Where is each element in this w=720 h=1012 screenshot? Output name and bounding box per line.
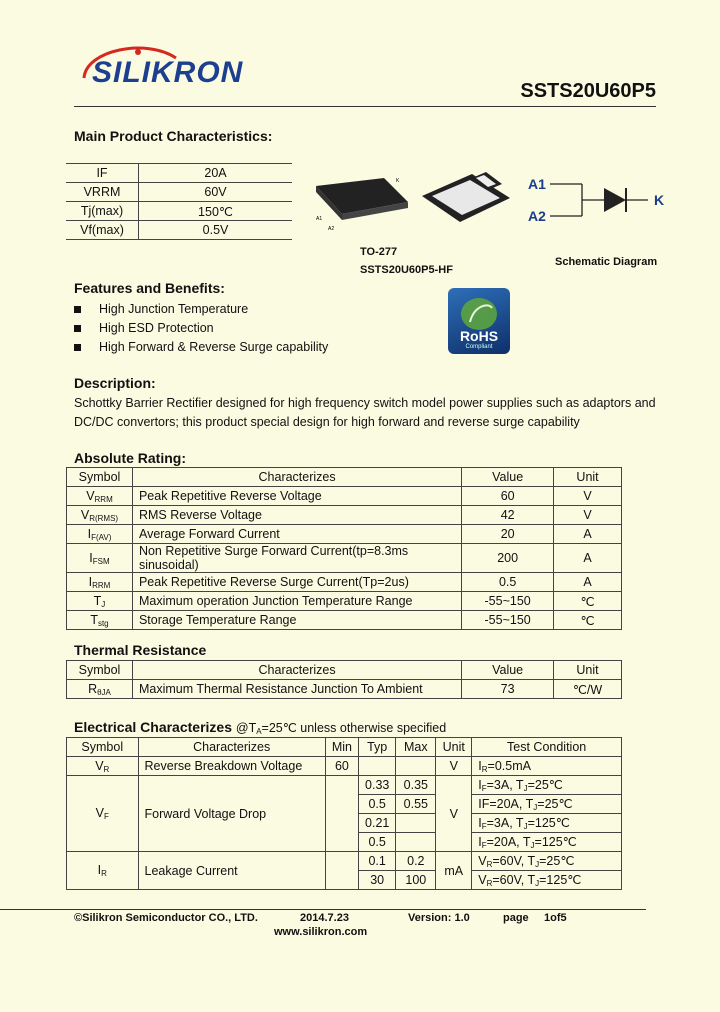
- table-row: 0.21 $I_F=3A$, $T_J=125℃$: [67, 814, 622, 833]
- footer-version: Version: 1.0: [408, 912, 470, 924]
- thermal-title: Thermal Resistance: [74, 642, 207, 658]
- package-bottom-view-icon: [422, 172, 510, 222]
- table-row: VRRM 60V: [66, 183, 292, 202]
- table-row: $V_F$ Forward Voltage Drop 0.33 0.35 V $I_F=3A$, $T_J=25℃$: [67, 776, 622, 795]
- table-row: $T_{stg}$ Storage Temperature Range -55~150 ℃: [67, 611, 622, 630]
- table-row: 0.5 0.55 IF=20A, $T_J=25℃$: [67, 795, 622, 814]
- absolute-rating-table: [66, 467, 622, 630]
- col-header-char: Characterizes: [132, 468, 461, 487]
- features-list: [74, 300, 328, 357]
- table-row: 30 100 $V_R=60V$, $T_J=125℃$: [67, 871, 622, 890]
- col-header-typ: Typ: [359, 738, 396, 757]
- col-header-char: Characterizes: [138, 738, 325, 757]
- header-divider: [74, 106, 656, 107]
- table-row: $I_{F(AV)}$ Average Forward Current 20 A: [67, 525, 622, 544]
- col-header-test: Test Condition: [472, 738, 622, 757]
- table-row: $T_J$ Maximum operation Junction Temperature Range -55~150 ℃: [67, 592, 622, 611]
- col-header-char: Characterizes: [132, 661, 461, 680]
- part-number: SSTS20U60P5: [520, 80, 656, 102]
- electrical-table: [66, 737, 622, 890]
- col-header-symbol: Symbol: [67, 661, 133, 680]
- schematic-a2-label: A2: [528, 208, 546, 224]
- list-item: High Forward & Reverse Surge capability: [74, 338, 328, 357]
- table-row: $V_{RRM}$ Peak Repetitive Reverse Voltage 60 V: [67, 487, 622, 506]
- company-logo: SILIKRON: [92, 56, 244, 89]
- features-title: Features and Benefits:: [74, 280, 225, 296]
- pin-a2-label: A2: [328, 226, 335, 232]
- description-text: Schottky Barrier Rectifier designed for high frequency switch model power supplies such as adaptors and DC/DC convertors; this product special design for high forward and reverse surge capability: [74, 396, 656, 429]
- main-characteristics-title: Main Product Characteristics:: [74, 128, 273, 144]
- col-header-symbol: Symbol: [67, 738, 139, 757]
- footer-company: ©Silikron Semiconductor CO., LTD.: [74, 912, 258, 924]
- table-row: $V_R$ Reverse Breakdown Voltage 60 V $I_R=0.5mA$: [67, 757, 622, 776]
- col-header-unit: Unit: [554, 661, 622, 680]
- table-row: 0.5 $I_F=20A$, $T_J=125℃$: [67, 833, 622, 852]
- description-title: Description:: [74, 375, 156, 391]
- col-header-value: Value: [462, 661, 554, 680]
- list-item: High Junction Temperature: [74, 300, 328, 319]
- absolute-rating-title: Absolute Rating:: [74, 450, 186, 466]
- table-row: $V_{R(RMS)}$ RMS Reverse Voltage 42 V: [67, 506, 622, 525]
- footer-divider: [0, 909, 646, 910]
- col-header-max: Max: [396, 738, 436, 757]
- schematic-a1-label: A1: [528, 176, 546, 192]
- schematic-caption: Schematic Diagram: [555, 256, 658, 268]
- main-characteristics-table: [66, 163, 292, 240]
- schematic-diagram: [526, 172, 676, 232]
- electrical-title: Electrical Characterizes $@T_A=25℃$ unless otherwise specified: [74, 719, 447, 736]
- package-variant: SSTS20U60P5-HF: [360, 264, 453, 276]
- rohs-label: RoHS: [459, 328, 499, 344]
- table-row: Vf(max) 0.5V: [66, 221, 292, 240]
- footer-website[interactable]: www.silikron.com: [274, 926, 368, 938]
- table-row: $I_{RRM}$ Peak Repetitive Reverse Surge Current(Tp=2us) 0.5 A: [67, 573, 622, 592]
- table-row: $I_{FSM}$ Non Repetitive Surge Forward Current(tp=8.3ms sinusoidal) 200 A: [67, 544, 622, 573]
- table-row: $R_{\theta JA}$ Maximum Thermal Resistance Junction To Ambient 73 ℃/W: [67, 680, 622, 699]
- diode-symbol-icon: [604, 188, 626, 212]
- footer-page: 1of5: [544, 912, 567, 924]
- pin-a1-label: A1: [316, 216, 323, 222]
- col-header-unit: Unit: [436, 738, 472, 757]
- bullet-icon: [74, 306, 81, 313]
- pin-k-label: K: [396, 178, 400, 184]
- footer-page-label: page: [503, 912, 529, 924]
- package-top-view-icon: [316, 178, 408, 220]
- col-header-symbol: Symbol: [67, 468, 133, 487]
- rohs-sub: Compliant: [465, 344, 493, 350]
- rohs-badge: [448, 288, 510, 354]
- thermal-table: [66, 660, 622, 699]
- schematic-k-label: K: [654, 192, 665, 208]
- col-header-min: Min: [325, 738, 358, 757]
- col-header-unit: Unit: [554, 468, 622, 487]
- table-row: $I_R$ Leakage Current 0.1 0.2 mA $V_R=60V$, $T_J=25℃$: [67, 852, 622, 871]
- col-header-value: Value: [462, 468, 554, 487]
- table-row: IF 20A: [66, 164, 292, 183]
- bullet-icon: [74, 344, 81, 351]
- package-name: TO-277: [360, 246, 398, 258]
- table-row: Tj(max) 150℃: [66, 202, 292, 221]
- footer-date: 2014.7.23: [300, 912, 349, 924]
- list-item: High ESD Protection: [74, 319, 328, 338]
- bullet-icon: [74, 325, 81, 332]
- package-drawing: [304, 168, 524, 248]
